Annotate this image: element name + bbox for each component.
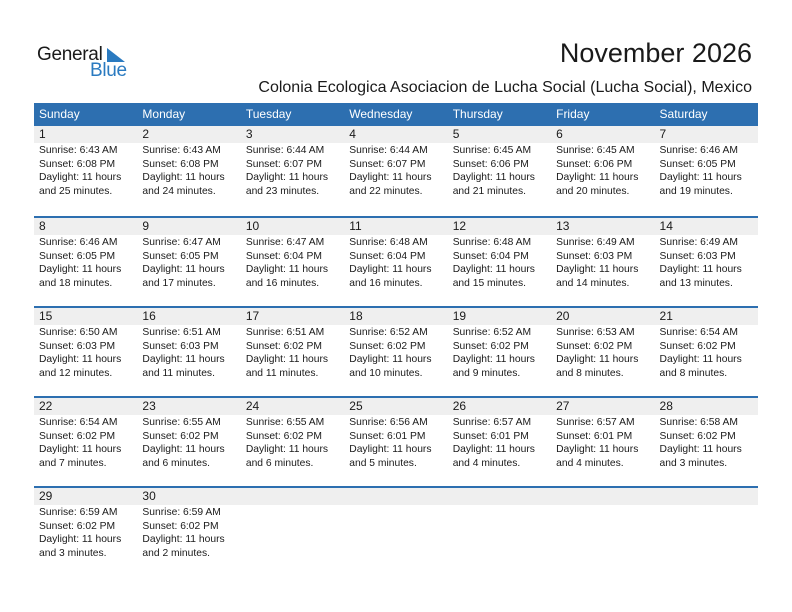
sunrise-text: Sunrise: 6:57 AM [556, 417, 635, 428]
daylight-text: and 15 minutes. [452, 277, 526, 289]
daylight-text: Daylight: 11 hours [142, 172, 225, 184]
day-number: 27 [556, 399, 570, 413]
day-number: 5 [452, 127, 460, 141]
day-cell [241, 505, 344, 560]
sunrise-text: Sunrise: 6:55 AM [142, 417, 221, 428]
sunrise-text: Sunrise: 6:43 AM [39, 145, 118, 156]
daylight-text: Daylight: 11 hours [245, 264, 329, 276]
sunset-text: Sunset: 6:03 PM [659, 250, 736, 262]
sunset-text: Sunset: 6:02 PM [245, 430, 322, 442]
daylight-text: Daylight: 11 hours [349, 444, 432, 456]
logo [37, 44, 137, 80]
day-number: 3 [245, 127, 253, 141]
day-number: 11 [349, 219, 362, 233]
sunset-text: Sunset: 6:03 PM [142, 340, 219, 352]
day-number [655, 488, 758, 505]
day-cell [34, 143, 137, 198]
sunset-text: Sunset: 6:02 PM [556, 340, 633, 352]
sunset-text: Sunset: 6:02 PM [659, 340, 736, 352]
day-number: 2 [142, 127, 150, 141]
day-info-row [34, 415, 758, 470]
weekday-friday: Friday [556, 107, 590, 121]
day-cell [551, 235, 654, 290]
daylight-text: Daylight: 11 hours [452, 354, 535, 366]
day-number: 10 [245, 219, 260, 233]
daylight-text: and 23 minutes. [245, 185, 320, 197]
day-number: 22 [39, 399, 53, 413]
day-number: 26 [452, 399, 467, 413]
sunrise-text: Sunrise: 6:47 AM [142, 237, 221, 248]
sunrise-text: Sunrise: 6:59 AM [142, 507, 221, 518]
day-cell [448, 143, 551, 198]
week-row [34, 126, 758, 216]
daylight-text: and 11 minutes. [245, 367, 319, 379]
week-row [34, 306, 758, 396]
calendar-grid [34, 103, 758, 576]
daylight-text: Daylight: 11 hours [142, 264, 225, 276]
sunrise-text: Sunrise: 6:48 AM [452, 237, 532, 248]
day-number [344, 488, 447, 505]
weekday-wednesday: Wednesday [349, 107, 413, 121]
sunset-text: Sunset: 6:01 PM [349, 430, 426, 442]
day-cell [241, 325, 344, 380]
logo-word-blue: Blue [90, 60, 127, 81]
sunset-text: Sunset: 6:02 PM [142, 430, 219, 442]
daylight-text: and 13 minutes. [659, 277, 733, 289]
sunset-text: Sunset: 6:02 PM [452, 340, 529, 352]
sunset-text: Sunset: 6:04 PM [349, 250, 426, 262]
day-cell [344, 235, 447, 290]
daylight-text: Daylight: 11 hours [245, 172, 329, 184]
date-band [34, 308, 758, 325]
daylight-text: Daylight: 11 hours [452, 264, 535, 276]
daylight-text: and 10 minutes. [349, 367, 423, 379]
sunrise-text: Sunrise: 6:50 AM [39, 327, 118, 338]
day-number [241, 488, 344, 505]
sunset-text: Sunset: 6:01 PM [452, 430, 529, 442]
day-info-row [34, 235, 758, 290]
day-number: 13 [556, 219, 570, 233]
daylight-text: and 4 minutes. [556, 457, 624, 469]
day-cell [448, 415, 551, 470]
daylight-text: Daylight: 11 hours [659, 172, 742, 184]
day-info-row [34, 325, 758, 380]
sunset-text: Sunset: 6:01 PM [556, 430, 633, 442]
sunrise-text: Sunrise: 6:43 AM [142, 145, 221, 156]
day-info-row [34, 143, 758, 198]
daylight-text: and 2 minutes. [142, 547, 210, 559]
sunset-text: Sunset: 6:02 PM [245, 340, 322, 352]
sunrise-text: Sunrise: 6:56 AM [349, 417, 428, 428]
sunset-text: Sunset: 6:02 PM [39, 430, 116, 442]
day-cell [655, 415, 758, 470]
weekday-tuesday: Tuesday [245, 107, 292, 121]
day-cell [241, 143, 344, 198]
daylight-text: and 11 minutes. [142, 367, 215, 379]
sunrise-text: Sunrise: 6:54 AM [659, 327, 738, 338]
day-cell [344, 415, 447, 470]
sunrise-text: Sunrise: 6:57 AM [452, 417, 532, 428]
daylight-text: and 8 minutes. [556, 367, 624, 379]
sunrise-text: Sunrise: 6:55 AM [245, 417, 325, 428]
sunset-text: Sunset: 6:02 PM [349, 340, 426, 352]
day-number: 6 [556, 127, 563, 141]
sunrise-text: Sunrise: 6:45 AM [452, 145, 532, 156]
day-number: 19 [452, 309, 467, 323]
day-cell [34, 415, 137, 470]
daylight-text: Daylight: 11 hours [659, 264, 742, 276]
day-number: 8 [39, 219, 46, 233]
sunset-text: Sunset: 6:07 PM [349, 158, 426, 170]
sunrise-text: Sunrise: 6:59 AM [39, 507, 118, 518]
daylight-text: and 19 minutes. [659, 185, 733, 197]
day-cell [137, 143, 240, 198]
day-cell [655, 143, 758, 198]
sunrise-text: Sunrise: 6:48 AM [349, 237, 428, 248]
day-number: 23 [142, 399, 156, 413]
sunrise-text: Sunrise: 6:45 AM [556, 145, 635, 156]
day-number: 14 [659, 219, 673, 233]
day-info-row [34, 505, 758, 560]
sunrise-text: Sunrise: 6:52 AM [349, 327, 428, 338]
sunset-text: Sunset: 6:05 PM [142, 250, 219, 262]
sunrise-text: Sunrise: 6:49 AM [659, 237, 738, 248]
sunrise-text: Sunrise: 6:44 AM [245, 145, 325, 156]
sunrise-text: Sunrise: 6:46 AM [39, 237, 118, 248]
day-cell [551, 505, 654, 560]
sunset-text: Sunset: 6:03 PM [39, 340, 116, 352]
sunrise-text: Sunrise: 6:51 AM [142, 327, 221, 338]
daylight-text: Daylight: 11 hours [39, 172, 122, 184]
date-band [34, 398, 758, 415]
sunset-text: Sunset: 6:04 PM [452, 250, 529, 262]
daylight-text: Daylight: 11 hours [349, 354, 432, 366]
weekday-sunday: Sunday [39, 107, 80, 121]
daylight-text: and 16 minutes. [245, 277, 320, 289]
day-number: 25 [349, 399, 363, 413]
day-cell [34, 325, 137, 380]
daylight-text: Daylight: 11 hours [142, 444, 225, 456]
day-cell [655, 505, 758, 560]
sunrise-text: Sunrise: 6:49 AM [556, 237, 635, 248]
daylight-text: Daylight: 11 hours [39, 534, 122, 546]
weekday-monday: Monday [142, 107, 186, 121]
sunset-text: Sunset: 6:07 PM [245, 158, 322, 170]
sunset-text: Sunset: 6:08 PM [142, 158, 219, 170]
logo-word-general: General [37, 44, 103, 65]
day-cell [344, 143, 447, 198]
daylight-text: and 25 minutes. [39, 185, 113, 197]
sunrise-text: Sunrise: 6:54 AM [39, 417, 118, 428]
daylight-text: and 17 minutes. [142, 277, 216, 289]
day-number: 1 [39, 127, 46, 141]
day-number [448, 488, 551, 505]
sunset-text: Sunset: 6:02 PM [39, 520, 116, 532]
day-cell [137, 415, 240, 470]
daylight-text: Daylight: 11 hours [39, 354, 122, 366]
sunset-text: Sunset: 6:02 PM [142, 520, 219, 532]
daylight-text: and 14 minutes. [556, 277, 630, 289]
daylight-text: Daylight: 11 hours [349, 264, 432, 276]
week-row [34, 216, 758, 306]
day-number: 30 [142, 489, 156, 503]
day-cell [241, 415, 344, 470]
sunset-text: Sunset: 6:05 PM [659, 158, 736, 170]
sunset-text: Sunset: 6:06 PM [452, 158, 529, 170]
sunrise-text: Sunrise: 6:58 AM [659, 417, 738, 428]
day-cell [551, 325, 654, 380]
daylight-text: and 3 minutes. [39, 547, 107, 559]
daylight-text: and 8 minutes. [659, 367, 728, 379]
sunrise-text: Sunrise: 6:44 AM [349, 145, 428, 156]
day-cell [655, 325, 758, 380]
day-number: 24 [245, 399, 260, 413]
daylight-text: and 12 minutes. [39, 367, 113, 379]
daylight-text: and 4 minutes. [452, 457, 521, 469]
weeks-container [34, 126, 758, 576]
daylight-text: and 7 minutes. [39, 457, 107, 469]
daylight-text: and 3 minutes. [659, 457, 728, 469]
page-title: November 2026 [559, 38, 752, 68]
date-band [34, 218, 758, 235]
day-cell [551, 143, 654, 198]
sunset-text: Sunset: 6:05 PM [39, 250, 116, 262]
daylight-text: and 21 minutes. [452, 185, 526, 197]
day-number: 12 [452, 219, 467, 233]
date-band [34, 126, 758, 143]
week-row [34, 396, 758, 486]
daylight-text: Daylight: 11 hours [659, 354, 742, 366]
location-subtitle: Colonia Ecologica Asociacion de Lucha Social (Lucha Social), Mexico [258, 79, 752, 96]
weekday-header [34, 103, 758, 126]
day-cell [448, 235, 551, 290]
day-cell [137, 505, 240, 560]
sunrise-text: Sunrise: 6:46 AM [659, 145, 738, 156]
daylight-text: Daylight: 11 hours [659, 444, 742, 456]
day-cell [137, 325, 240, 380]
daylight-text: and 16 minutes. [349, 277, 423, 289]
daylight-text: and 20 minutes. [556, 185, 630, 197]
daylight-text: and 24 minutes. [142, 185, 216, 197]
daylight-text: Daylight: 11 hours [452, 444, 535, 456]
daylight-text: Daylight: 11 hours [556, 172, 639, 184]
daylight-text: Daylight: 11 hours [245, 354, 329, 366]
daylight-text: and 18 minutes. [39, 277, 113, 289]
day-cell [448, 505, 551, 560]
day-cell [241, 235, 344, 290]
day-number: 4 [349, 127, 356, 141]
daylight-text: Daylight: 11 hours [452, 172, 535, 184]
day-cell [344, 505, 447, 560]
daylight-text: and 6 minutes. [142, 457, 210, 469]
day-cell [448, 325, 551, 380]
day-number: 9 [142, 219, 150, 233]
day-cell [137, 235, 240, 290]
sunrise-text: Sunrise: 6:51 AM [245, 327, 325, 338]
day-number: 21 [659, 309, 673, 323]
sunset-text: Sunset: 6:03 PM [556, 250, 633, 262]
day-cell [34, 235, 137, 290]
sunset-text: Sunset: 6:04 PM [245, 250, 322, 262]
daylight-text: and 5 minutes. [349, 457, 417, 469]
day-cell [34, 505, 137, 560]
day-number [551, 488, 654, 505]
day-number: 17 [245, 309, 260, 323]
daylight-text: Daylight: 11 hours [245, 444, 329, 456]
date-band [34, 488, 758, 505]
weekday-saturday: Saturday [659, 107, 708, 121]
day-number: 18 [349, 309, 363, 323]
week-row [34, 486, 758, 576]
sunset-text: Sunset: 6:02 PM [659, 430, 736, 442]
day-number: 16 [142, 309, 156, 323]
day-cell [344, 325, 447, 380]
sunset-text: Sunset: 6:08 PM [39, 158, 116, 170]
weekday-thursday: Thursday [452, 107, 503, 121]
daylight-text: Daylight: 11 hours [39, 264, 122, 276]
daylight-text: Daylight: 11 hours [556, 354, 639, 366]
sunset-text: Sunset: 6:06 PM [556, 158, 633, 170]
daylight-text: and 22 minutes. [349, 185, 423, 197]
daylight-text: Daylight: 11 hours [142, 354, 225, 366]
day-number: 15 [39, 309, 53, 323]
day-number: 7 [659, 127, 667, 141]
sunrise-text: Sunrise: 6:47 AM [245, 237, 325, 248]
daylight-text: and 9 minutes. [452, 367, 521, 379]
sunrise-text: Sunrise: 6:52 AM [452, 327, 532, 338]
daylight-text: Daylight: 11 hours [39, 444, 122, 456]
day-number: 20 [556, 309, 570, 323]
day-number: 29 [39, 489, 53, 503]
day-cell [551, 415, 654, 470]
day-cell [655, 235, 758, 290]
daylight-text: Daylight: 11 hours [556, 264, 639, 276]
day-number: 28 [659, 399, 673, 413]
daylight-text: Daylight: 11 hours [556, 444, 639, 456]
daylight-text: Daylight: 11 hours [349, 172, 432, 184]
daylight-text: Daylight: 11 hours [142, 534, 225, 546]
daylight-text: and 6 minutes. [245, 457, 314, 469]
sunrise-text: Sunrise: 6:53 AM [556, 327, 635, 338]
